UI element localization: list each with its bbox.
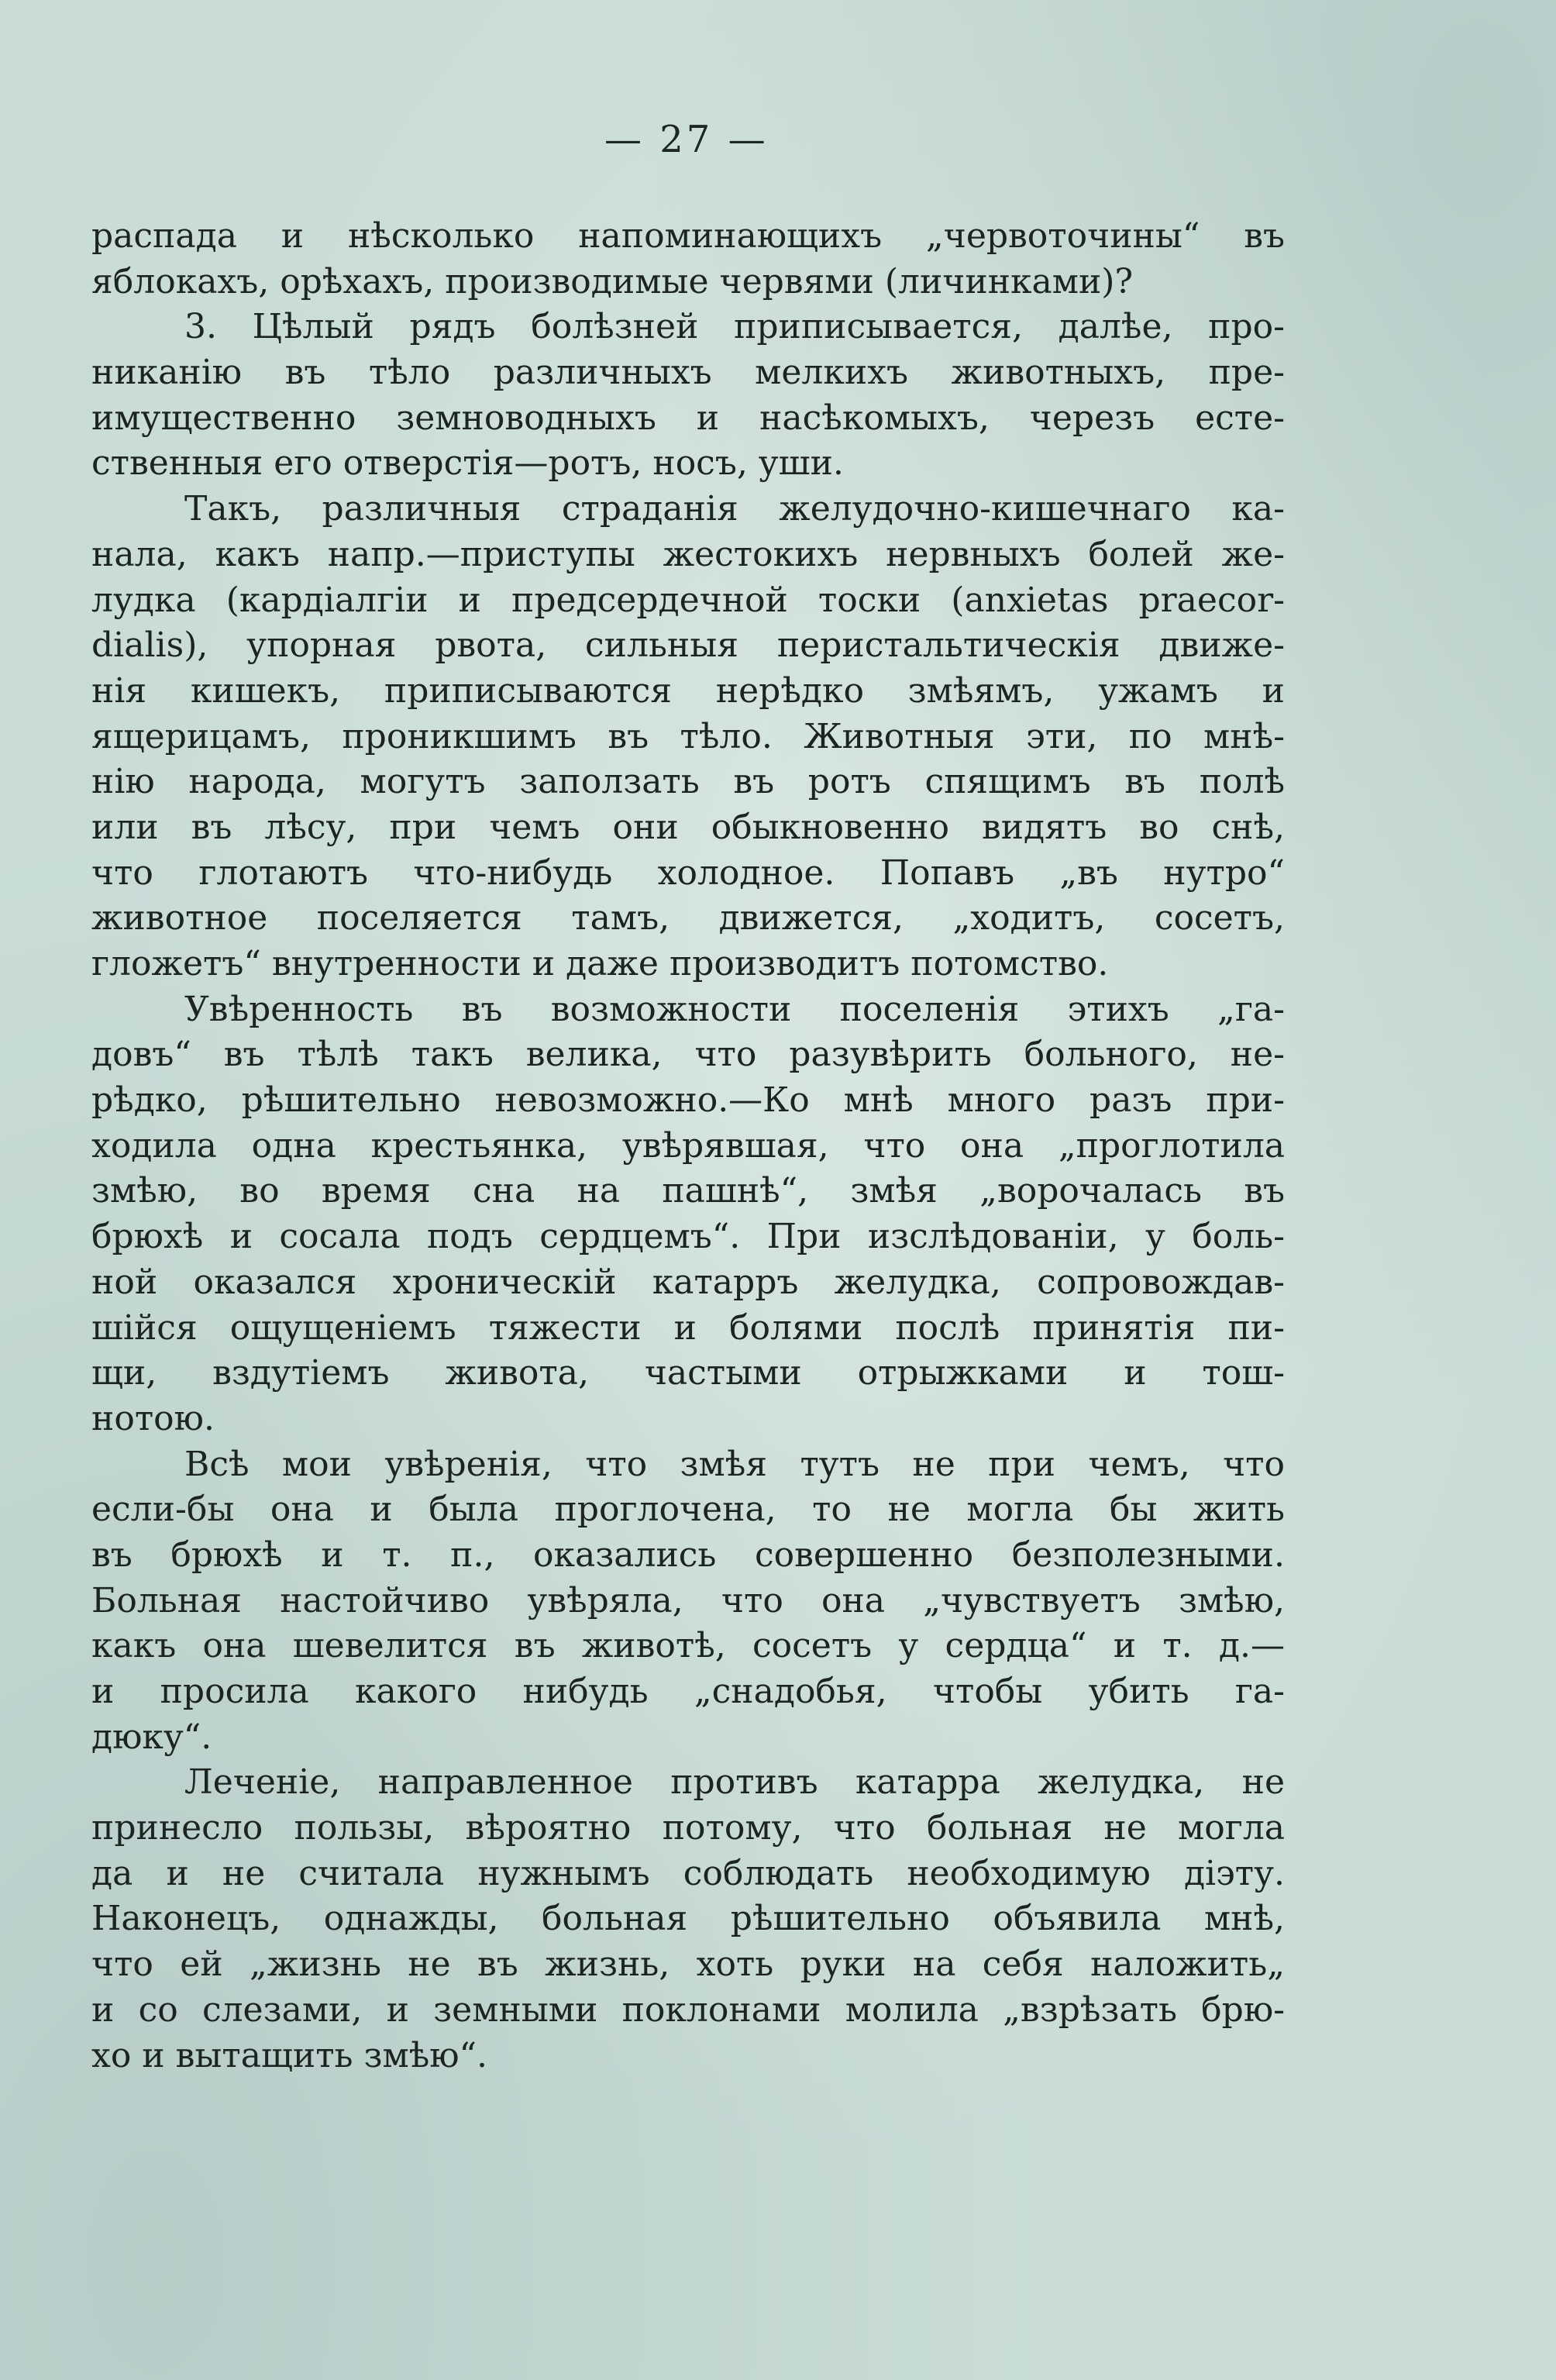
text-line: или въ лѣсу, при чемъ они обыкновенно видятъ во снѣ, bbox=[91, 807, 1285, 847]
text-line: если-бы она и была проглочена, то не могла бы жить bbox=[91, 1490, 1285, 1530]
text-line: ной оказался хроническій катарръ желудка, сопровождав- bbox=[91, 1262, 1285, 1302]
text-line: шійся ощущеніемъ тяжести и болями послѣ принятія пи- bbox=[91, 1307, 1285, 1348]
text-line: змѣю, во время сна на пашнѣ“, змѣя „ворочалась въ bbox=[91, 1171, 1285, 1211]
text-line: нія кишекъ, приписываются нерѣдко змѣямъ, ужамъ и bbox=[91, 670, 1285, 711]
text-line: рѣдко, рѣшительно невозможно.—Ко мнѣ много разъ при- bbox=[91, 1080, 1285, 1121]
text-line: нала, какъ напр.—приступы жестокихъ нервныхъ болей же- bbox=[91, 534, 1285, 574]
text-line: яблокахъ, орѣхахъ, производимые червями (личинками)? bbox=[91, 261, 1134, 301]
page-number: — 27 — bbox=[604, 118, 769, 161]
text-line: Всѣ мои увѣренія, что змѣя тутъ не при чемъ, что bbox=[184, 1444, 1285, 1484]
text-line: ственныя его отверстія—ротъ, носъ, уши. bbox=[91, 443, 844, 484]
paragraph bbox=[91, 487, 1285, 987]
text-line: 3. Цѣлый рядъ болѣзней приписывается, далѣе, про- bbox=[184, 307, 1285, 347]
text-line: нотою. bbox=[91, 1398, 215, 1438]
text-line: Такъ, различныя страданія желудочно-кишечнаго ка- bbox=[184, 489, 1285, 529]
text-line: животное поселяется тамъ, движется, „ходитъ, сосетъ, bbox=[91, 898, 1285, 939]
paragraph bbox=[91, 987, 1285, 1442]
text-line: Наконецъ, однажды, больная рѣшительно объявила мнѣ, bbox=[91, 1899, 1285, 1939]
text-line: Больная настойчиво увѣряла, что она „чувствуетъ змѣю, bbox=[91, 1580, 1285, 1621]
text-line: гложетъ“ внутренности и даже производитъ потомство. bbox=[91, 944, 1109, 983]
text-line: ходила одна крестьянка, увѣрявшая, что она „проглотила bbox=[91, 1125, 1285, 1166]
text-line: принесло пользы, вѣроятно потому, что больная не могла bbox=[91, 1808, 1285, 1848]
text-line: лудка (кардіалгіи и предсердечной тоски (anxietas praecor- bbox=[91, 580, 1285, 620]
paragraph bbox=[91, 1442, 1285, 1761]
text-line: довъ“ въ тѣлѣ такъ велика, что разувѣрить больного, не- bbox=[91, 1035, 1285, 1075]
text-line: щи, вздутіемъ живота, частыми отрыжками и тош- bbox=[91, 1353, 1285, 1393]
text-line: никанію въ тѣло различныхъ мелкихъ животныхъ, пре- bbox=[91, 353, 1285, 393]
paragraph bbox=[91, 214, 1285, 305]
paragraph bbox=[91, 305, 1285, 487]
text-line: Леченіе, направленное противъ катарра желудка, не bbox=[184, 1762, 1285, 1803]
text-line: Увѣренность въ возможности поселенія этихъ „га- bbox=[184, 989, 1285, 1029]
text-line: хо и вытащить змѣю“. bbox=[91, 2035, 488, 2075]
text-line: имущественно земноводныхъ и насѣкомыхъ, черезъ есте- bbox=[91, 398, 1285, 438]
text-line: дюку“. bbox=[91, 1717, 212, 1757]
text-line: распада и нѣсколько напоминающихъ „червоточины“ въ bbox=[91, 216, 1285, 256]
text-line: ящерицамъ, проникшимъ въ тѣло. Животныя эти, по мнѣ- bbox=[91, 716, 1285, 756]
text-line: да и не считала нужнымъ соблюдать необходимую діэту. bbox=[91, 1853, 1285, 1893]
text-line: брюхѣ и сосала подъ сердцемъ“. При изслѣдованіи, у боль- bbox=[91, 1217, 1285, 1257]
text-line: въ брюхѣ и т. п., оказались совершенно безполезными. bbox=[91, 1534, 1285, 1575]
body-text bbox=[91, 214, 1285, 2079]
text-line: и со слезами, и земными поклонами молила „взрѣзать брю- bbox=[91, 1989, 1285, 2030]
text-line: что ей „жизнь не въ жизнь, хоть руки на себя наложить„ bbox=[91, 1944, 1285, 1985]
text-line: нію народа, могутъ заползать въ ротъ спящимъ въ полѣ bbox=[91, 762, 1285, 802]
text-line: какъ она шевелится въ животѣ, сосетъ у сердца“ и т. д.— bbox=[91, 1626, 1285, 1666]
paragraph bbox=[91, 1760, 1285, 2079]
text-line: и просила какого нибудь „снадобья, чтобы убить га- bbox=[91, 1672, 1285, 1711]
text-line: dialis), упорная рвота, сильныя перистальтическія движе- bbox=[91, 625, 1285, 666]
text-line: что глотаютъ что-нибудь холодное. Попавъ „въ нутро“ bbox=[91, 852, 1285, 893]
